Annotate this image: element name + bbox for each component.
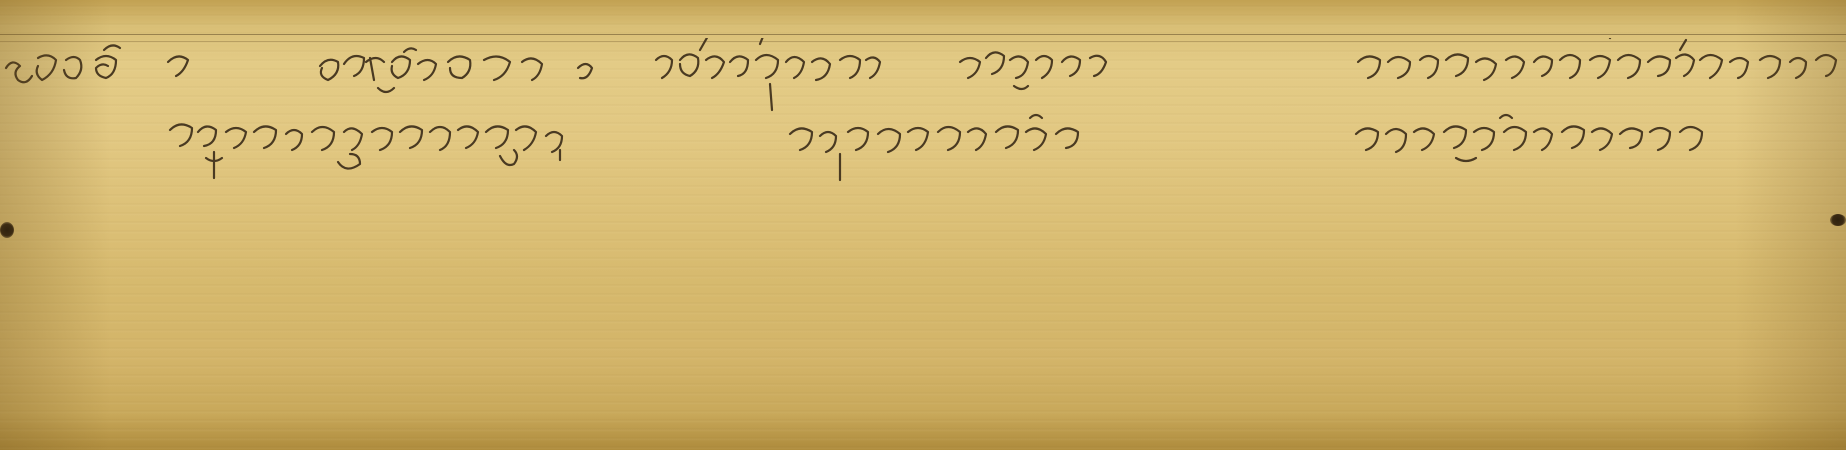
line-1-glyph-group-5 — [1358, 38, 1836, 80]
left-string-hole — [0, 222, 14, 238]
script-line-2 — [0, 110, 1846, 190]
upper-ruling-line — [0, 34, 1846, 35]
line-1-glyph-group-4 — [960, 52, 1106, 78]
line-2-glyph-group-3 — [1356, 115, 1702, 161]
right-string-hole — [1830, 214, 1846, 226]
line-1-glyph-group-1 — [6, 45, 188, 82]
line-2-glyph-group-1 — [170, 124, 562, 178]
line-1-glyph-group-2 — [320, 48, 592, 92]
script-line-2-glyphs — [0, 110, 1846, 200]
line-2-glyph-group-2 — [790, 115, 1078, 180]
line-1-glyph-group-3 — [656, 38, 1028, 110]
script-line-1-glyphs — [0, 38, 1846, 118]
script-line-1 — [0, 38, 1846, 118]
